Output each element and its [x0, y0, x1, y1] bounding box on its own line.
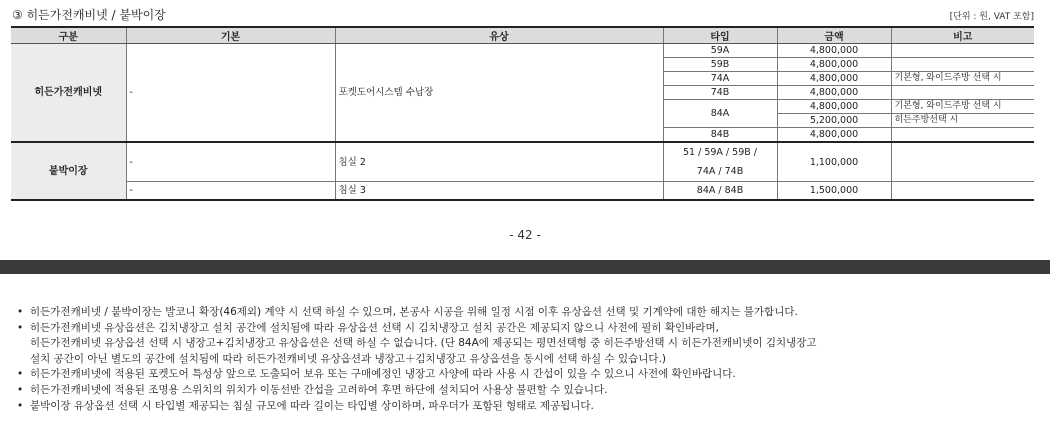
type-line-2: 74A / 74B: [696, 166, 744, 177]
paid-option-cell: 침실 2: [335, 142, 663, 182]
note-item: [14, 305, 817, 321]
basic-cell: -: [126, 182, 335, 201]
unit-note: [단위 : 원, VAT 포함]: [949, 12, 1034, 22]
type-cell: 84A: [663, 100, 777, 128]
option-price-table: [11, 26, 1034, 201]
note-cell: [891, 182, 1034, 201]
note-cell: [891, 128, 1034, 143]
price-cell: 4,800,000: [777, 72, 891, 86]
paid-option-cell: 포켓도어시스템 수납장: [335, 44, 663, 143]
price-cell: 1,100,000: [777, 142, 891, 182]
basic-cell: -: [126, 44, 335, 143]
table-header-row: [11, 27, 1034, 44]
price-cell: 4,800,000: [777, 128, 891, 143]
note-cell: [891, 58, 1034, 72]
paid-option-cell: 침실 3: [335, 182, 663, 201]
type-cell: 74A: [663, 72, 777, 86]
table-row: [11, 182, 1034, 201]
price-cell: 1,500,000: [777, 182, 891, 201]
type-cell: 84A / 84B: [663, 182, 777, 201]
table-row: [11, 142, 1034, 182]
type-cell: [663, 142, 777, 182]
type-cell: 59B: [663, 58, 777, 72]
group-name-cabinet: 히든가전캐비넷: [11, 44, 126, 143]
header-note: 비고: [891, 27, 1034, 44]
note-cell: [891, 44, 1034, 58]
price-cell: 4,800,000: [777, 86, 891, 100]
note-line: 설치 공간이 아닌 별도의 공간에 설치됨에 따라 히든가전캐비넷 유상옵션과 냉장고＋김치냉장고 유상옵션을 동시에 선택 하실 수 있습니다.): [30, 352, 667, 365]
type-line-1: 51 / 59A / 59B /: [683, 147, 757, 158]
note-line: • 히든가전캐비넷에 적용된 조명용 스위치의 위치가 이동선반 간섭을 고려하여 후면 하단에 설치되어 사용상 불편할 수 있습니다.: [30, 383, 608, 396]
price-cell: 4,800,000: [777, 100, 891, 114]
table-row: [11, 44, 1034, 58]
note-line: • 히든가전캐비넷에 적용된 포켓도어 특성상 앞으로 도출되어 보유 또는 구매예정인 냉장고 사양에 따라 사용 시 간섭이 있을 수 있으니 사전에 확인바랍니다.: [30, 368, 736, 381]
header-category: 구분: [11, 27, 126, 44]
group-name-wardrobe: 붙박이장: [11, 142, 126, 200]
header-basic: 기본: [126, 27, 335, 44]
note-line: 히든가전캐비넷 유상옵션 선택 시 냉장고+김치냉장고 유상옵션은 선택 하실 수 없습니다. (단 84A에 제공되는 평면선택형 중 히든주방선택 시 히든가전캐비넷이 김치냉장고: [30, 337, 817, 350]
note-cell: [891, 142, 1034, 182]
price-cell: 4,800,000: [777, 44, 891, 58]
note-item: [14, 321, 817, 368]
note-line: • 붙박이장 유상옵션 선택 시 타입별 제공되는 침실 규모에 따라 길이는 타입별 상이하며, 파우더가 포함된 형태로 제공됩니다.: [30, 399, 594, 412]
page-divider-bar: [0, 260, 1050, 274]
notes-list: [14, 305, 817, 414]
note-item: [14, 383, 817, 399]
note-cell: 히든주방선택 시: [891, 114, 1034, 128]
note-item: [14, 399, 817, 415]
basic-cell: -: [126, 142, 335, 182]
type-cell: 74B: [663, 86, 777, 100]
note-cell: 기본형, 와이드주방 선택 시: [891, 72, 1034, 86]
price-cell: 5,200,000: [777, 114, 891, 128]
note-item: [14, 367, 817, 383]
type-cell: 59A: [663, 44, 777, 58]
section-title: ③ 히든가전캐비넷 / 붙박이장: [12, 8, 166, 22]
header-paid: 유상: [335, 27, 663, 44]
note-line: • 히든가전캐비넷 유상옵션은 김치냉장고 설치 공간에 설치됨에 따라 유상옵션 선택 시 김치냉장고 설치 공간은 제공되지 않으니 사전에 필히 확인바라며,: [30, 321, 719, 334]
note-cell: [891, 86, 1034, 100]
price-cell: 4,800,000: [777, 58, 891, 72]
header-price: 금액: [777, 27, 891, 44]
page-number: - 42 -: [509, 228, 541, 242]
note-line: • 히든가전캐비넷 / 붙박이장는 발코니 확장(46제외) 계약 시 선택 하실 수 있으며, 본공사 시공을 위해 일정 시점 이후 유상옵션 선택 및 기계약에 대한 해지는 불가합니다.: [30, 306, 798, 318]
note-cell: 기본형, 와이드주방 선택 시: [891, 100, 1034, 114]
type-cell: 84B: [663, 128, 777, 143]
header-type: 타입: [663, 27, 777, 44]
